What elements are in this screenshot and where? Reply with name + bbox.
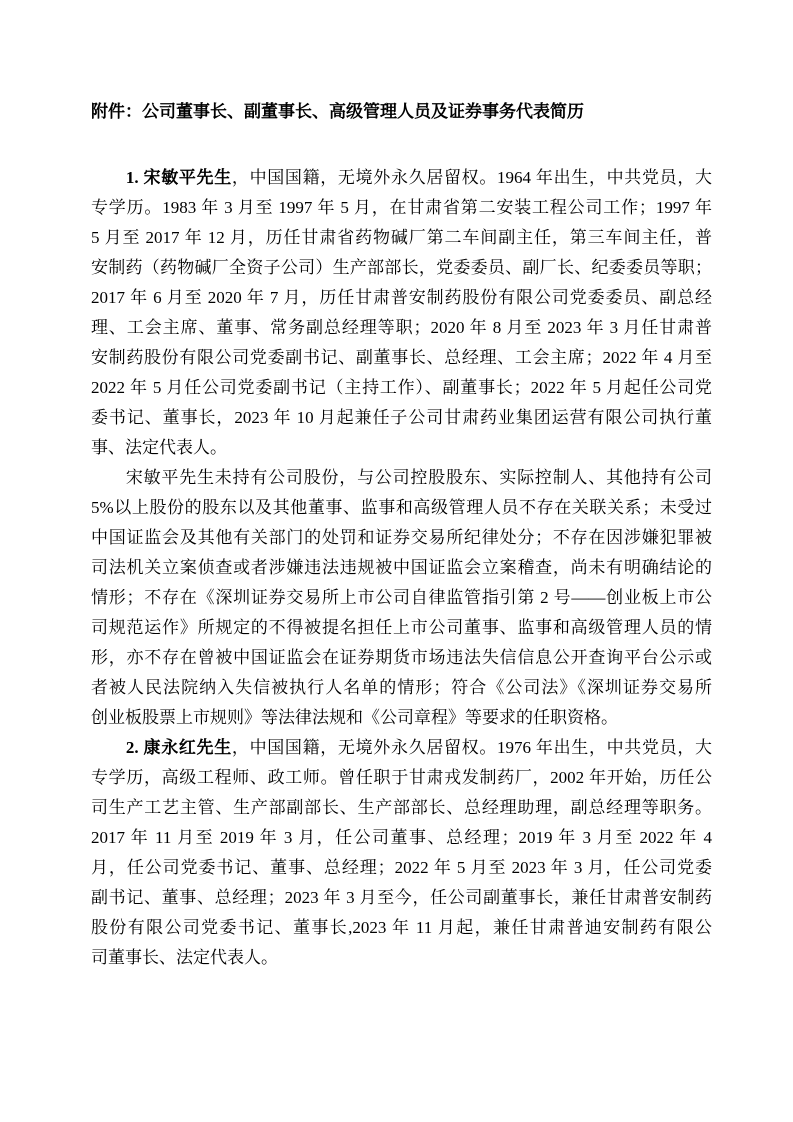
text-run: ，中国国籍，无境外永久居留权。1976 年出生，中共党员，大 xyxy=(231,738,712,757)
text-line: 情形；不存在《深圳证券交易所上市公司自律监管指引第 2 号——创业板上市公 xyxy=(91,588,712,607)
text-line: 2017 年 11 月至 2019 年 3 月，任公司董事、总经理；2019 年 3 月至 2022 年 4 xyxy=(91,828,712,847)
paragraph-song-bio xyxy=(91,163,712,463)
text-line xyxy=(91,463,712,493)
document-content xyxy=(91,97,712,973)
text-line xyxy=(91,163,712,193)
text-line: 专学历。1983 年 3 月至 1997 年 5 月，在甘肃省第二安装工程公司工作；1997 年 xyxy=(91,198,712,217)
text-line: 创业板股票上市规则》等法律法规和《公司章程》等要求的任职资格。 xyxy=(91,708,618,727)
text-line: 司生产工艺主管、生产部副部长、生产部部长、总经理助理，副总经理等职务。 xyxy=(91,798,712,817)
person-name-bold: 1. 宋敏平先生 xyxy=(125,168,232,187)
text-run: 宋敏平先生未持有公司股份，与公司控股股东、实际控制人、其他持有公司 xyxy=(125,468,712,487)
text-line: 形，亦不存在曾被中国证监会在证券期货市场违法失信信息公开查询平台公示或 xyxy=(91,648,712,667)
document-title: 附件：公司董事长、副董事长、高级管理人员及证券事务代表简历 xyxy=(91,102,584,121)
text-line: 5 月至 2017 年 12 月，历任甘肃省药物碱厂第二车间副主任，第三车间主任，普 xyxy=(91,228,712,247)
paragraph-kang-bio xyxy=(91,733,712,973)
text-line: 5%以上股份的股东以及其他董事、监事和高级管理人员不存在关联关系；未受过 xyxy=(91,498,712,517)
text-line: 股份有限公司党委书记、董事长,2023 年 11 月起，兼任甘肃普迪安制药有限公 xyxy=(91,918,712,937)
text-line: 司规范运作》所规定的不得被提名担任上市公司董事、监事和高级管理人员的情 xyxy=(91,618,712,637)
text-line: 者被人民法院纳入失信被执行人名单的情形；符合《公司法》《深圳证券交易所 xyxy=(91,678,712,697)
text-line: 理、工会主席、董事、常务副总经理等职；2020 年 8 月至 2023 年 3 月任甘肃普 xyxy=(91,318,712,337)
text-line xyxy=(91,733,712,763)
text-line: 事、法定代表人。 xyxy=(91,438,227,457)
text-run: ，中国国籍，无境外永久居留权。1964 年出生，中共党员，大 xyxy=(231,168,712,187)
text-line: 2017 年 6 月至 2020 年 7 月，历任甘肃普安制药股份有限公司党委委员、副总经 xyxy=(91,288,712,307)
text-line: 2022 年 5 月任公司党委副书记（主持工作）、副董事长；2022 年 5 月起任公司党 xyxy=(91,378,712,397)
text-line: 司董事长、法定代表人。 xyxy=(91,948,278,967)
text-line: 月，任公司党委书记、董事、总经理；2022 年 5 月至 2023 年 3 月，任公司党委 xyxy=(91,858,712,877)
person-name-bold: 2. 康永红先生 xyxy=(125,738,232,757)
paragraph-song-qualification xyxy=(91,463,712,733)
text-line: 安制药股份有限公司党委副书记、副董事长、总经理、工会主席；2022 年 4 月至 xyxy=(91,348,712,367)
text-line: 中国证监会及其他有关部门的处罚和证券交易所纪律处分；不存在因涉嫌犯罪被 xyxy=(91,528,712,547)
text-line: 专学历，高级工程师、政工师。曾任职于甘肃戎发制药厂，2002 年开始，历任公 xyxy=(91,768,712,787)
text-line: 司法机关立案侦查或者涉嫌违法违规被中国证监会立案稽查，尚未有明确结论的 xyxy=(91,558,712,577)
text-line: 安制药（药物碱厂全资子公司）生产部部长，党委委员、副厂长、纪委委员等职； xyxy=(91,258,712,277)
text-line: 委书记、董事长，2023 年 10 月起兼任子公司甘肃药业集团运营有限公司执行董 xyxy=(91,408,712,427)
text-line: 副书记、董事、总经理；2023 年 3 月至今，任公司副董事长，兼任甘肃普安制药 xyxy=(91,888,712,907)
